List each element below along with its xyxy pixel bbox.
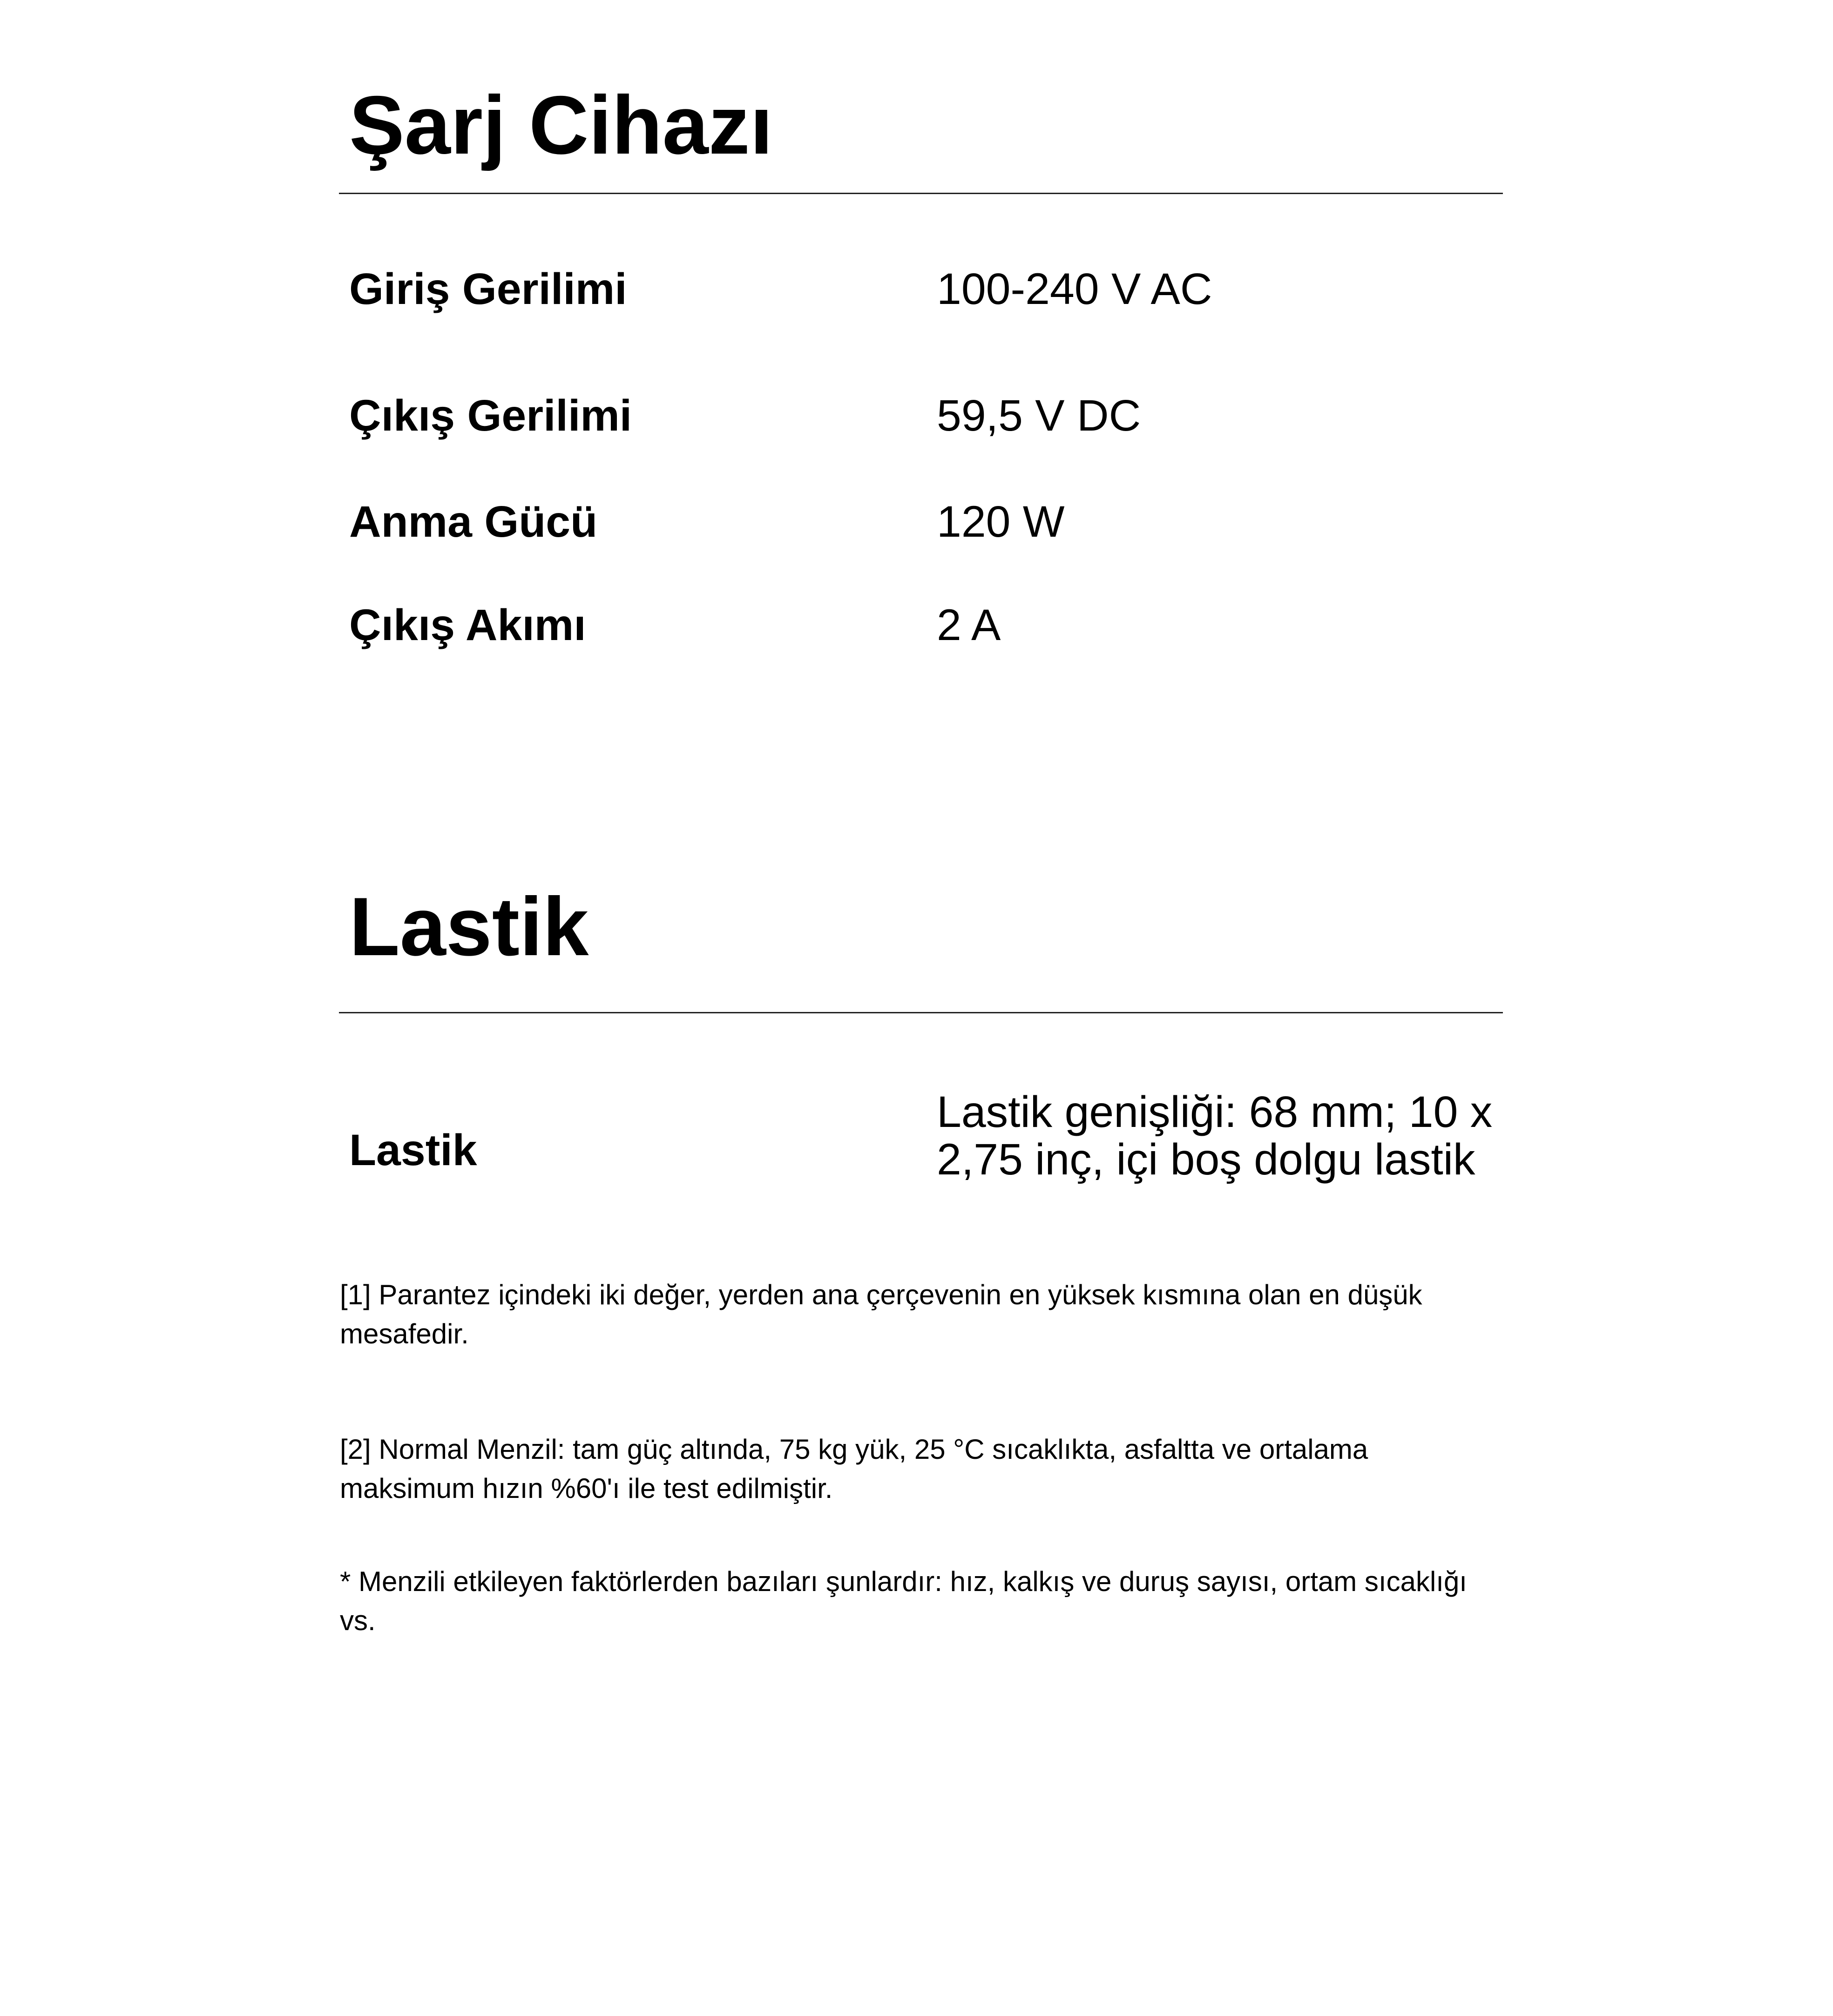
tire-section-title: Lastik: [349, 880, 589, 973]
charger-section-divider: [339, 193, 1503, 194]
spec-value-output-voltage: 59,5 V DC: [937, 391, 1141, 440]
spec-label-tire: Lastik: [349, 1126, 477, 1175]
footnote-2: [2] Normal Menzil: tam güç altında, 75 kg yük, 25 °C sıcaklıkta, asfaltta ve ortalama maksimum hızın %60'ı ile test edilmiştir.: [340, 1434, 1368, 1504]
footnote-1: [1] Parantez içindeki iki değer, yerden ana çerçevenin en yüksek kısmına olan en düşük mesafedir.: [340, 1279, 1422, 1349]
spec-label-output-voltage: Çıkış Gerilimi: [349, 391, 632, 440]
spec-value-output-current: 2 A: [937, 600, 1001, 650]
spec-value-tire: Lastik genişliği: 68 mm; 10 x 2,75 inç, içi boş dolgu lastik: [937, 1087, 1493, 1184]
spec-value-rated-power: 120 W: [937, 497, 1065, 546]
spec-label-output-current: Çıkış Akımı: [349, 600, 586, 650]
footnote-3: * Menzili etkileyen faktörlerden bazıları şunlardır: hız, kalkış ve duruş sayısı, ortam sıcaklığı vs.: [340, 1566, 1467, 1636]
spec-label-input-voltage: Giriş Gerilimi: [349, 264, 627, 314]
charger-section-title: Şarj Cihazı: [349, 79, 773, 171]
spec-value-input-voltage: 100-240 V AC: [937, 264, 1212, 314]
spec-label-rated-power: Anma Gücü: [349, 497, 598, 546]
tire-section-divider: [339, 1012, 1503, 1013]
